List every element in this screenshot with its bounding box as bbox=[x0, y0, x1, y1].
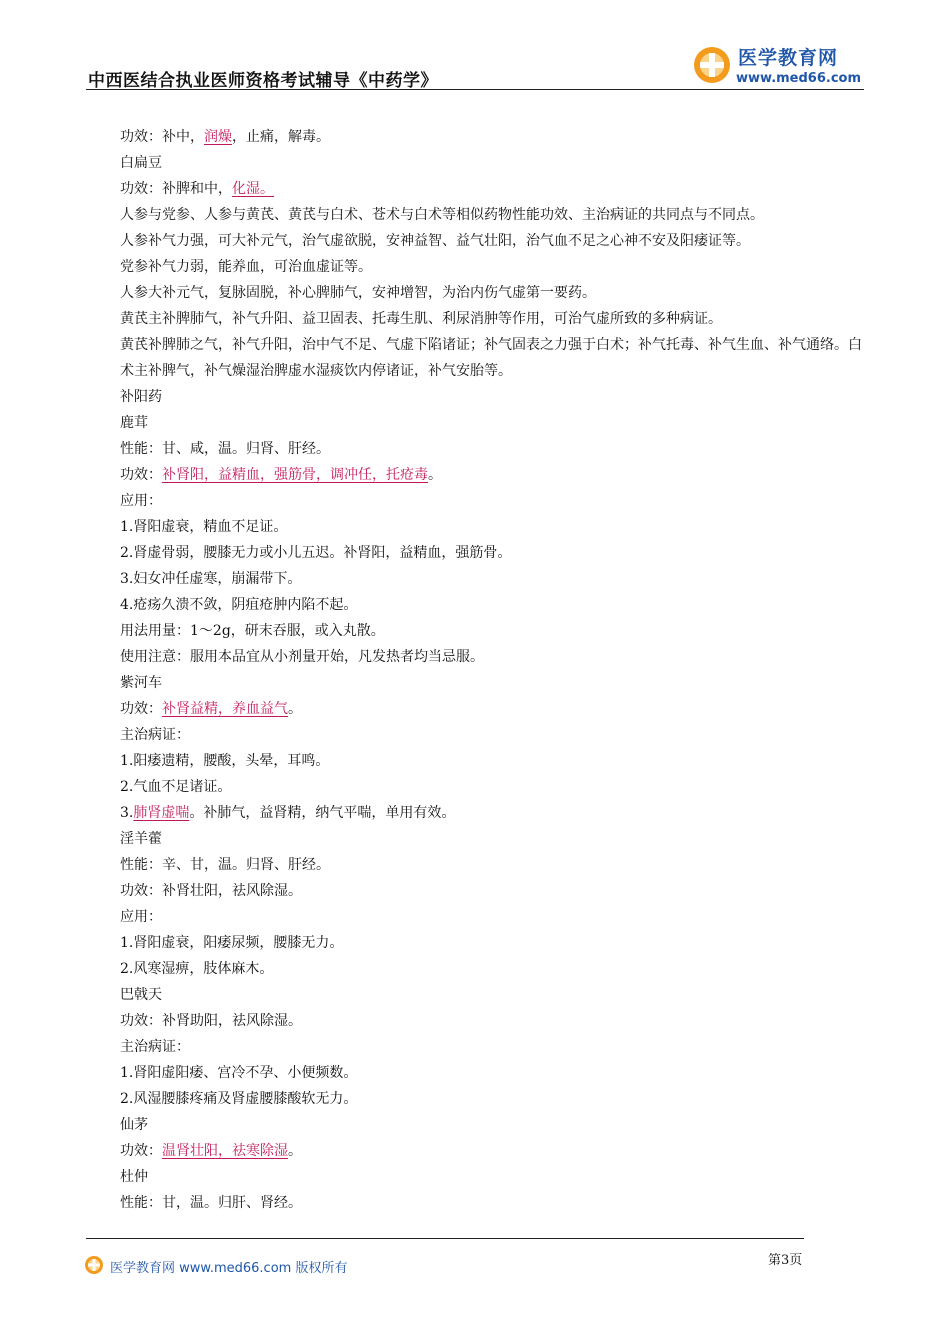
text-line bbox=[88, 670, 868, 696]
text-line bbox=[88, 1138, 868, 1164]
text-line bbox=[88, 1164, 868, 1190]
text-span: 巴戟天 bbox=[120, 987, 162, 1003]
text-span: 1.肾阳虚阳痿、宫冷不孕、小便频数。 bbox=[120, 1065, 358, 1081]
text-span: 1.肾阳虚衰，阳痿尿频，腰膝无力。 bbox=[120, 935, 344, 951]
text-line bbox=[88, 644, 868, 670]
text-line bbox=[88, 852, 868, 878]
text-line bbox=[88, 1190, 868, 1216]
text-span: 补阳药 bbox=[120, 389, 162, 405]
text-span: 仙茅 bbox=[120, 1117, 148, 1133]
text-span: 1.肾阳虚衰，精血不足证。 bbox=[120, 519, 288, 535]
text-span: 性能：辛、甘，温。归肾、肝经。 bbox=[120, 857, 330, 873]
text-line bbox=[88, 956, 868, 982]
text-line bbox=[88, 254, 868, 280]
text-span: 人参与党参、人参与黄芪、黄芪与白术、苍术与白术等相似药物性能功效、主治病证的共同点与不同点。 bbox=[120, 207, 764, 223]
text-line bbox=[88, 748, 868, 774]
text-line bbox=[88, 306, 868, 332]
text-span: 紫河车 bbox=[120, 675, 162, 691]
text-span: 党参补气力弱，能养血，可治血虚证等。 bbox=[120, 259, 372, 275]
highlighted-text: 补肾益精，养血益气 bbox=[162, 701, 288, 717]
highlighted-text: 肺肾虚喘 bbox=[133, 805, 190, 821]
text-line bbox=[88, 592, 868, 618]
text-span: 应用： bbox=[120, 493, 162, 509]
text-span: 主治病证： bbox=[120, 727, 190, 743]
med66-logo[interactable] bbox=[692, 43, 867, 91]
text-line bbox=[88, 488, 868, 514]
text-span: 功效： bbox=[120, 701, 162, 717]
text-span: 黄芪补脾肺之气，补气升阳，治中气不足、气虚下陷诸证；补气固表之力强于白术；补气托毒、补气生血、补气通络。白术主补脾气，补气燥湿治脾虚水湿痰饮内停诸证，补气安胎等。 bbox=[120, 337, 862, 379]
text-span: 2.气血不足诸证。 bbox=[120, 779, 232, 795]
logo-url: www.med66.com bbox=[736, 71, 862, 86]
text-line bbox=[88, 280, 868, 306]
text-span: 功效：补脾和中， bbox=[120, 181, 232, 197]
text-line bbox=[88, 696, 868, 722]
logo-cross-icon bbox=[692, 45, 732, 85]
text-line bbox=[88, 436, 868, 462]
text-span: 功效：补肾助阳，祛风除湿。 bbox=[120, 1013, 302, 1029]
text-span: 功效：补肾壮阳，祛风除湿。 bbox=[120, 883, 302, 899]
text-line bbox=[88, 150, 868, 176]
text-line bbox=[88, 618, 868, 644]
text-line bbox=[88, 1060, 868, 1086]
highlighted-text: 补肾阳，益精血，强筋骨，调冲任，托疮毒 bbox=[162, 467, 428, 483]
text-span: 黄芪主补脾肺气，补气升阳、益卫固表、托毒生肌、利尿消肿等作用，可治气虚所致的多种病证。 bbox=[120, 311, 722, 327]
text-span: 3. bbox=[120, 805, 134, 821]
highlighted-text: 温肾壮阳，祛寒除湿 bbox=[162, 1143, 288, 1159]
text-line bbox=[88, 384, 868, 410]
text-span: 人参补气力强，可大补元气，治气虚欲脱，安神益智、益气壮阳，治气血不足之心神不安及阳痿证等。 bbox=[120, 233, 750, 249]
text-span: 杜仲 bbox=[120, 1169, 148, 1185]
footer-copyright: 医学教育网 www.med66.com 版权所有 bbox=[110, 1261, 348, 1276]
text-line bbox=[88, 878, 868, 904]
logo-name: 医学教育网 bbox=[738, 47, 839, 69]
highlighted-text: 化湿。 bbox=[232, 181, 274, 197]
text-line bbox=[88, 566, 868, 592]
text-span: 性能：甘，温。归肝、肾经。 bbox=[120, 1195, 302, 1211]
text-span: 2.肾虚骨弱，腰膝无力或小儿五迟。补肾阳，益精血，强筋骨。 bbox=[120, 545, 512, 561]
text-span: 2.风寒湿痹，肢体麻木。 bbox=[120, 961, 274, 977]
text-span: 3.妇女冲任虚寒，崩漏带下。 bbox=[120, 571, 302, 587]
text-span: 用法用量：1～2g，研末吞服，或入丸散。 bbox=[120, 623, 385, 639]
text-line bbox=[88, 1034, 868, 1060]
text-span: 。 bbox=[428, 467, 442, 483]
text-line bbox=[88, 930, 868, 956]
highlighted-text: 润燥 bbox=[204, 129, 232, 145]
text-span: 主治病证： bbox=[120, 1039, 190, 1055]
text-span: 。补肺气，益肾精，纳气平喘，单用有效。 bbox=[189, 805, 456, 821]
text-line bbox=[88, 904, 868, 930]
header-divider bbox=[86, 89, 864, 90]
text-line bbox=[88, 1086, 868, 1112]
text-line bbox=[88, 228, 868, 254]
footer-divider bbox=[86, 1238, 804, 1239]
text-span: 应用： bbox=[120, 909, 162, 925]
text-span: 。 bbox=[288, 701, 302, 717]
text-line bbox=[88, 124, 868, 150]
text-span: ，止痛，解毒。 bbox=[232, 129, 330, 145]
text-line bbox=[88, 462, 868, 488]
text-span: 淫羊藿 bbox=[120, 831, 162, 847]
text-line bbox=[88, 1008, 868, 1034]
text-span: 鹿茸 bbox=[120, 415, 148, 431]
text-span: 白扁豆 bbox=[120, 155, 162, 171]
text-line bbox=[88, 202, 868, 228]
text-span: 功效：补中， bbox=[120, 129, 204, 145]
text-line bbox=[88, 410, 868, 436]
text-span: 4.疮疡久溃不敛，阴疽疮肿内陷不起。 bbox=[120, 597, 358, 613]
text-span: 1.阳痿遗精，腰酸，头晕，耳鸣。 bbox=[120, 753, 330, 769]
text-span: 功效： bbox=[120, 467, 162, 483]
text-span: 人参大补元气，复脉固脱，补心脾肺气，安神增智，为治内伤气虚第一要药。 bbox=[120, 285, 596, 301]
text-line bbox=[88, 540, 868, 566]
text-line bbox=[88, 176, 868, 202]
text-line bbox=[88, 826, 868, 852]
text-span: 性能：甘、咸，温。归肾、肝经。 bbox=[120, 441, 330, 457]
text-line bbox=[88, 722, 868, 748]
text-line bbox=[88, 514, 868, 540]
text-span: 功效： bbox=[120, 1143, 162, 1159]
text-span: 使用注意：服用本品宜从小剂量开始，凡发热者均当忌服。 bbox=[120, 649, 484, 665]
text-line bbox=[88, 1112, 868, 1138]
text-line bbox=[88, 800, 868, 826]
document-body bbox=[88, 124, 868, 1216]
text-line bbox=[88, 332, 868, 384]
page-number: 第3页 bbox=[768, 1253, 803, 1268]
footer-logo-icon bbox=[84, 1255, 104, 1275]
page-header-title: 中西医结合执业医师资格考试辅导《中药学》 bbox=[88, 71, 438, 91]
text-line bbox=[88, 982, 868, 1008]
text-line bbox=[88, 774, 868, 800]
text-span: 。 bbox=[288, 1143, 302, 1159]
text-span: 2.风湿腰膝疼痛及肾虚腰膝酸软无力。 bbox=[120, 1091, 358, 1107]
